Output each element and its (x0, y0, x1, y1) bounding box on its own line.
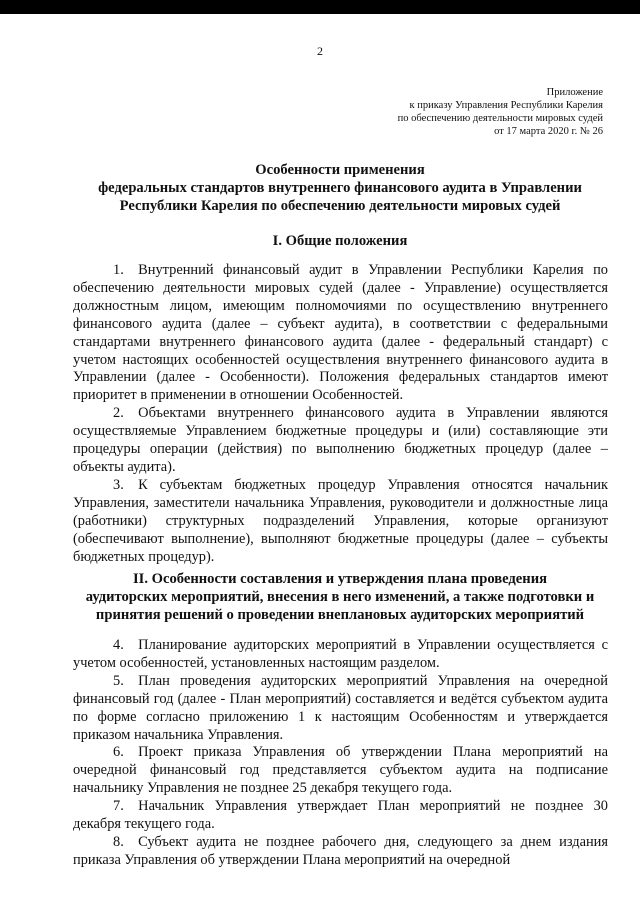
appendix-block (398, 86, 603, 138)
paragraph: 4. Планирование аудиторских мероприятий в Управлении осуществляется с учетом особенностей, установленных настоящим разделом. (73, 637, 608, 671)
paragraph: 5. План проведения аудиторских мероприятий Управления на очередной финансовый год (далее - План мероприятий) составляется и ведётся субъектом аудита по форме согласно приложению 1 к настоящим Особенностям и утверждается приказом начальника Управления. (73, 672, 608, 743)
document-title-line: Особенности применения (255, 162, 425, 178)
paragraph: 2. Объектами внутреннего финансового аудита в Управлении являются осуществляемые Управлением бюджетные процедуры и (или) составляющие эти процедуры операции (действия) по выполнению бюджетных процедур (далее – объекты аудита). (73, 405, 608, 475)
paragraph: 6. Проект приказа Управления об утверждении Плана мероприятий на очередной финансовый год представляется субъектом аудита на подписание начальнику Управления не позднее 25 декабря текущего года. (73, 744, 608, 797)
paragraph: 3. К субъектам бюджетных процедур Управления относятся начальник Управления, заместители начальника Управления, руководители и должностные лица (работники) структурных подразделений Управления, которые организуют (обеспечивают выполнение), выполняют бюджетные процедуры (далее – субъекты бюджетных процедур). (73, 476, 608, 565)
document-title-line: федеральных стандартов внутреннего финансового аудита в Управлении (98, 180, 582, 196)
document-title (70, 161, 610, 215)
scan-top-border (0, 0, 640, 14)
section-2-heading-line: II. Особенности составления и утверждения плана проведения (132, 571, 548, 587)
appendix-line: от 17 марта 2020 г. № 26 (494, 126, 603, 137)
appendix-line: по обеспечению деятельности мировых судей (397, 113, 603, 124)
section-1-heading: I. Общие положения (272, 233, 408, 249)
appendix-line: к приказу Управления Республики Карелия (409, 100, 603, 111)
page-number: 2 (317, 44, 323, 58)
appendix-line: Приложение (546, 87, 603, 98)
document-title-line: Республики Карелия по обеспечению деятельности мировых судей (119, 198, 561, 214)
paragraph: 8. Субъект аудита не позднее рабочего дня, следующего за днем издания приказа Управления об утверждении Плана мероприятий на очередной (73, 833, 608, 868)
section-2-heading-line: аудиторских мероприятий, внесения в него изменений, а также подготовки и (85, 589, 595, 605)
section-1-body (73, 262, 608, 566)
section-2-heading-line: принятия решений о проведении внеплановых аудиторских мероприятий (95, 607, 585, 623)
paragraph: 7. Начальник Управления утверждает План мероприятий не позднее 30 декабря текущего года. (73, 798, 608, 833)
paragraph: 1. Внутренний финансовый аудит в Управлении Республики Карелия по обеспечению деятельности мировых судей (далее - Управление) осуществляется должностным лицом, имеющим полномочиями по осуществлению внутреннего финансового аудита (далее – субъект аудита), в соответствии с федеральными стандартами внутреннего финансового аудита (далее - федеральный стандарт) с учетом настоящих особенностей осуществления внутреннего финансового аудита в Управлении (далее - Особенности). Положения федеральных стандартов имеют приоритет в применении в отношении Особенностей. (73, 262, 608, 404)
section-2-body (73, 637, 608, 870)
section-2-heading (70, 570, 610, 624)
